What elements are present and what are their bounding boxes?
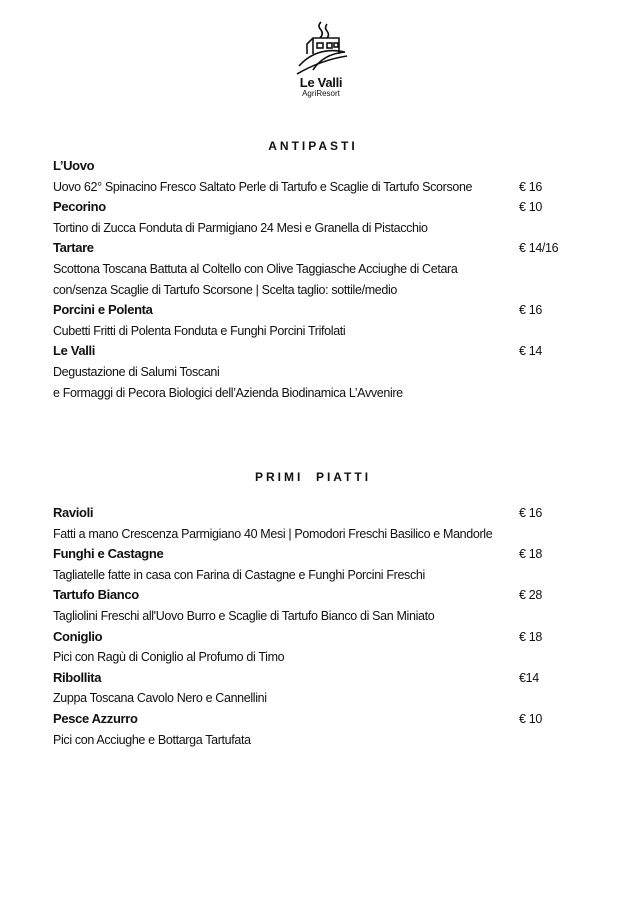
menu-item-name: Pecorino [53, 199, 106, 215]
menu-item-desc: Uovo 62° Spinacino Fresco Saltato Perle di Tartufo e Scaglie di Tartufo Scorsone [53, 179, 473, 194]
menu-item-desc: Tortino di Zucca Fonduta di Parmigiano 24 Mesi e Granella di Pistacchio [53, 220, 428, 235]
menu-item-desc: Zuppa Toscana Cavolo Nero e Cannellini [53, 691, 267, 706]
menu-item-name: Coniglio [53, 628, 103, 644]
menu-item-price: € 18 [519, 629, 542, 644]
section-title: ANTIPASTI [268, 139, 358, 153]
menu-item-price: € 18 [519, 547, 542, 562]
logo [284, 20, 358, 98]
section-primi-piatti [53, 467, 573, 750]
section-title: PRIMI PIATTI [254, 470, 372, 484]
menu-item-name: Ribollita [53, 669, 102, 685]
brand-subtitle: AgriResort [302, 89, 340, 98]
menu-item-name: Porcini e Polenta [53, 302, 153, 318]
menu-item-desc: Tagliatelle fatte in casa con Farina di Castagne e Funghi Porcini Freschi [53, 567, 425, 582]
menu-item-price: € 28 [519, 588, 542, 603]
brand-name: Le Valli [299, 75, 343, 90]
menu-item-name: Pesce Azzurro [53, 710, 138, 726]
menu-item-price: € 16 [519, 179, 542, 194]
menu-item-desc: Pici con Ragù di Coniglio al Profumo di Timo [53, 650, 285, 665]
section-antipasti [53, 136, 573, 403]
menu-item-price: € 10 [519, 711, 542, 726]
menu-item-desc: Cubetti Fritti di Polenta Fonduta e Funghi Porcini Trifolati [53, 323, 346, 338]
menu-item-price: € 10 [519, 200, 542, 215]
menu-item-name: Ravioli [53, 505, 94, 520]
menu-item-desc: Degustazione di Salumi Toscani [53, 364, 220, 379]
farmhouse-logo-icon [291, 20, 351, 78]
menu-item-price: € 14/16 [519, 241, 559, 256]
menu-item-name: Tartare [53, 240, 94, 256]
menu-item-price: €14 [519, 670, 539, 685]
menu-item-desc: Fatti a mano Crescenza Parmigiano 40 Mesi | Pomodori Freschi Basilico e Mandorle [53, 526, 493, 541]
menu-item-desc: Pici con Acciughe e Bottarga Tartufata [53, 732, 251, 747]
menu-item-desc: Scottona Toscana Battuta al Coltello con Olive Taggiasche Acciughe di Cetara [53, 261, 458, 276]
menu-item-name: L’Uovo [53, 158, 95, 173]
menu-item-desc: Tagliolini Freschi all'Uovo Burro e Scaglie di Tartufo Bianco di San Miniato [53, 608, 435, 623]
menu-item-name: Tartufo Bianco [53, 587, 139, 603]
menu-item-desc: e Formaggi di Pecora Biologici dell’Azienda Biodinamica L’Avvenire [53, 385, 403, 400]
menu-item-price: € 16 [519, 506, 542, 520]
menu-item-desc: con/senza Scaglie di Tartufo Scorsone | Scelta taglio: sottile/medio [53, 282, 398, 297]
menu-item-name: Le Valli [53, 343, 96, 359]
menu-item-price: € 16 [519, 303, 542, 318]
menu-item-price: € 14 [519, 344, 542, 359]
menu-item-name: Funghi e Castagne [53, 546, 164, 562]
